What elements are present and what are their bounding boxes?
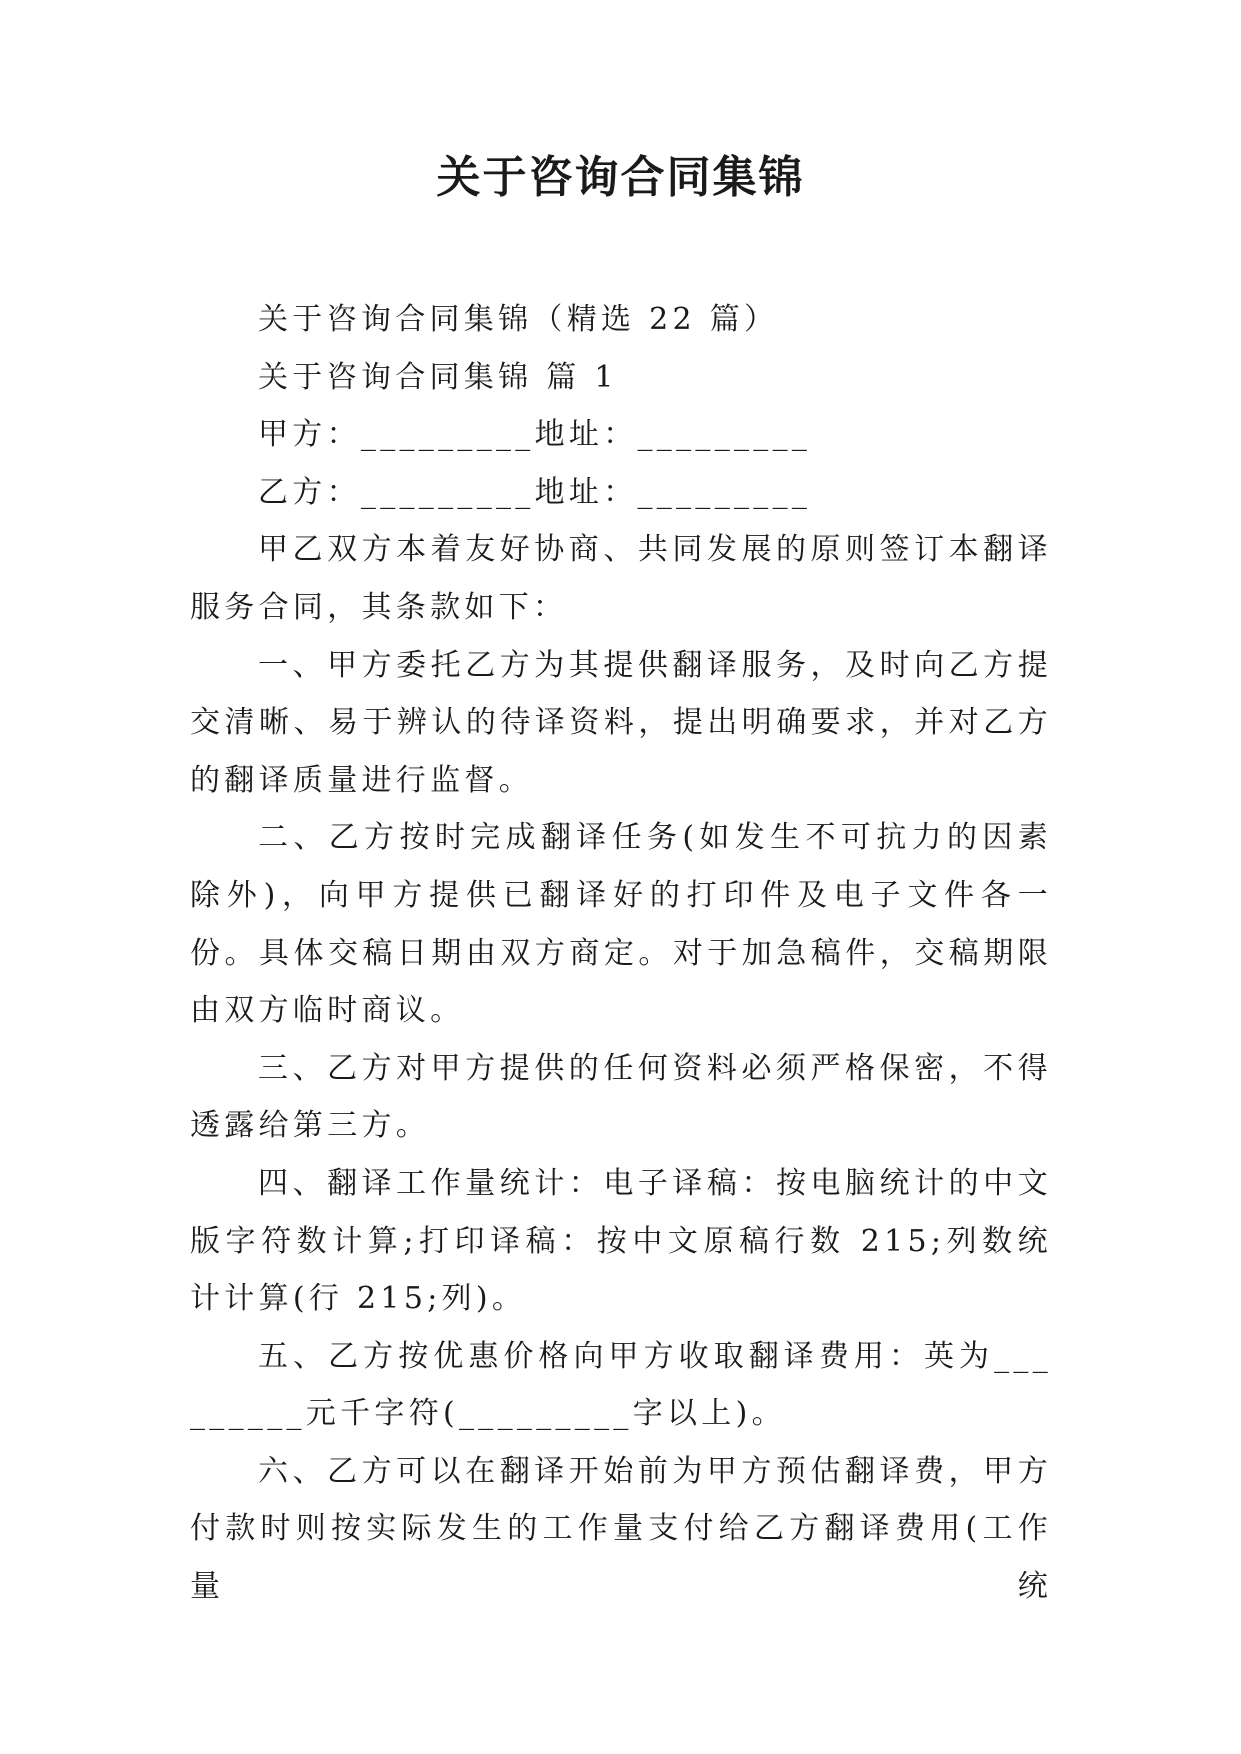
paragraph-clause-3: 三、乙方对甲方提供的任何资料必须严格保密，不得透露给第三方。 xyxy=(190,1050,1052,1144)
paragraph-preamble: 甲乙双方本着友好协商、共同发展的原则签订本翻译服务合同，其条款如下： xyxy=(190,532,1052,625)
document-body xyxy=(190,291,1052,1616)
paragraph-clause-6: 六、乙方可以在翻译开始前为甲方预估翻译费，甲方付款时则按实际发生的工作量支付给乙方翻译费用(工作量统 xyxy=(190,1453,1052,1605)
paragraph-party-a: 甲方：_________地址：_________ xyxy=(258,417,812,453)
paragraph-party-b: 乙方：_________地址：_________ xyxy=(258,474,812,510)
paragraph-clause-2: 二、乙方按时完成翻译任务(如发生不可抗力的因素除外)，向甲方提供已翻译好的打印件及电子文件各一份。具体交稿日期由双方商定。对于加急稿件，交稿期限由双方临时商议。 xyxy=(190,820,1052,1029)
paragraph-clause-4: 四、翻译工作量统计：电子译稿：按电脑统计的中文版字符数计算;打印译稿：按中文原稿行数 215;列数统计计算(行 215;列)。 xyxy=(190,1165,1052,1317)
document-title: 关于咨询合同集锦 xyxy=(436,152,805,203)
paragraph-subtitle: 关于咨询合同集锦（精选 22 篇） xyxy=(258,302,779,337)
paragraph-clause-1: 一、甲方委托乙方为其提供翻译服务，及时向乙方提交清晰、易于辨认的待译资料，提出明确要求，并对乙方的翻译质量进行监督。 xyxy=(190,647,1052,798)
paragraph-clause-5: 五、乙方按优惠价格向甲方收取翻译费用：英为_________元千字符(_________字以上)。 xyxy=(190,1338,1052,1432)
paragraph-section-heading: 关于咨询合同集锦 篇 1 xyxy=(258,359,618,395)
